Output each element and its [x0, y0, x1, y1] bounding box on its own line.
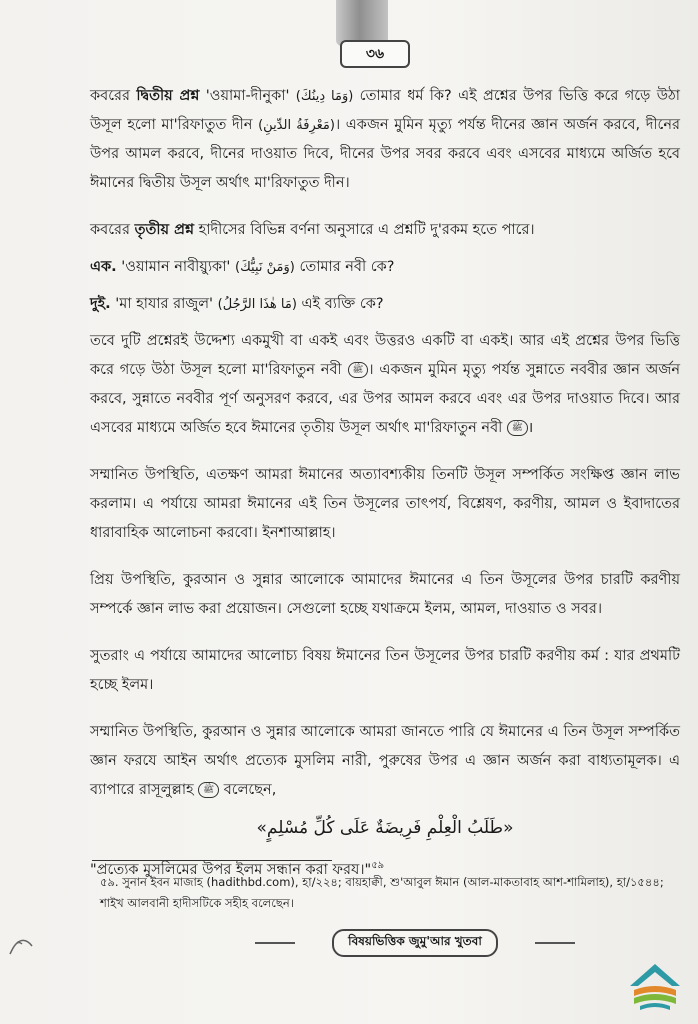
- salawat-badge-icon: ﷺ: [507, 420, 528, 436]
- text-fragment: 'মা হাযার রাজুল': [110, 296, 218, 312]
- text-fragment: ।: [527, 420, 534, 436]
- paragraph-ilm-topic: সুতরাং এ পর্যায়ে আমাদের আলোচ্য বিষয় ঈমানের তিন উসূলের উপর চারটি করণীয় কর্ম : যার প্রথমটি হচ্ছে ইলম।: [90, 648, 680, 693]
- paragraph-third-question: [90, 216, 680, 245]
- question-two: [90, 290, 680, 319]
- footnote-marker: ৫৯: [371, 860, 385, 871]
- arabic-phrase: (مَا هٰذَا الرَّجُلُ): [217, 297, 297, 312]
- text-fragment: । একজন মুমিন মৃত্যু পর্যন্ত দীনের জ্ঞান অর্জন করবে, দীনের উপর আমল করবে, দীনের দাওয়াত দিবে, দীনের উপর সবর করবে এবং এসবের মাধ্যমে অর্জিত হবে ঈমানের দ্বিতীয় উসূল অর্থাৎ মা'রিফাতুত দীন।: [90, 117, 681, 191]
- text-fragment: কবরের: [90, 88, 137, 104]
- page-number: ৩৬: [340, 40, 410, 68]
- paragraph-ilm-obligation: [90, 718, 680, 805]
- footnote-text: ৫৯. সুনান ইবন মাজাহ (hadithbd.com), হা/২২৪; বায়হাক্বী, শু'আবুল ঈমান (আল-মাকতাবাহ আশ-শামিলাহ), হা/১৫৪৪; শাইখ আলবানী হাদীসটিকে সহীহ বলেছেন।: [100, 875, 664, 910]
- salawat-badge-icon: ﷺ: [198, 782, 219, 798]
- text-fragment: বলেছেন,: [219, 782, 277, 798]
- bold-heading: তৃতীয় প্রশ্ন: [134, 222, 195, 238]
- hadith-arabic: «طَلَبُ الْعِلْمِ فَرِيضَةٌ عَلَى كُلِّ مُسْلِمٍ»: [256, 818, 514, 838]
- text-fragment: তোমার নবী কে?: [294, 259, 395, 275]
- text-fragment: 'ওয়ামান নাবীয়্যুকা': [116, 259, 235, 275]
- text-fragment: 'ওয়ামা-দীনুকা': [199, 88, 296, 104]
- text-fragment: কবরের: [90, 222, 135, 238]
- footer-title: বিষয়ভিত্তিক জুমু'আর খুতবা: [332, 929, 498, 957]
- question-one: [90, 253, 680, 282]
- footer-running-title: [255, 930, 575, 956]
- text-fragment: তবে দুটি প্রশ্নেরই উদ্দেশ্য একমুখী বা একই এবং উত্তরও একটি বা একই। আর এই প্রশ্নের উপর ভিত্তি করে গড়ে উঠা উসূল হলো মা'রিফাতুন নবী: [90, 333, 680, 378]
- salawat-badge-icon: ﷺ: [348, 362, 369, 378]
- question-number: দুই.: [90, 296, 111, 312]
- paragraph-four-duties: প্রিয় উপস্থিতি, কুরআন ও সুন্নার আলোকে আমাদের ঈমানের এ তিন উসূলের উপর চারটি করণীয় সম্পর্কে জ্ঞান লাভ করা প্রয়োজন। সেগুলো হচ্ছে যথাক্রমে ইলম, আমল, দাওয়াত ও সবর।: [90, 572, 680, 617]
- arabic-phrase: (وَمَا دِينُكَ): [295, 89, 354, 104]
- paragraph-second-question: [90, 82, 680, 198]
- text-fragment: হাদীসের বিভিন্ন বর্ণনা অনুসারে এ প্রশ্নটি দু'রকম হতে পারে।: [194, 222, 535, 238]
- translation-text: "প্রত্যেক মুসলিমের উপর ইলম সন্ধান করা ফরয।": [90, 861, 372, 878]
- arabic-phrase: (وَمَنْ نَبِيُّكَ): [235, 260, 295, 275]
- publisher-logo-icon: [620, 960, 690, 1016]
- paragraph-marifatun-nabi: [90, 327, 680, 443]
- text-fragment: এই ব্যক্তি কে?: [296, 296, 384, 312]
- bold-heading: দ্বিতীয় প্রশ্ন: [136, 88, 200, 104]
- page-body: [90, 82, 680, 903]
- text-fragment: তোমার ধর্ম কি? এই প্রশ্নের উপর ভিত্তি করে গড়ে উঠা উসূল হলো মা'রিফাতুত দীন: [90, 88, 680, 133]
- flourish-ornament-icon: [8, 928, 36, 958]
- paragraph-summary: সম্মানিত উপস্থিতি, এতক্ষণ আমরা ঈমানের অত্যাবশ্যকীয় তিনটি উসূল সম্পর্কিত সংক্ষিপ্ত জ্ঞান লাভ করলাম। এ পর্যায়ে আমরা ঈমানের এই তিন উসূলের তাৎপর্য, বিশ্লেষণ, করণীয়, আমল ও ইবাদাতের ধারাবাহিক আলোচনা করবো। ইনশাআল্লাহ।: [90, 467, 680, 541]
- text-fragment: সম্মানিত উপস্থিতি, কুরআন ও সুন্নার আলোকে আমরা জানতে পারি যে ঈমানের এ তিন উসূল সম্পর্কিত জ্ঞান ফরযে আইন অর্থাৎ প্রত্যেক মুসলিম নারী, পুরুষের উপর এ জ্ঞান অর্জন করা বাধ্যতামূলক। এ ব্যাপারে রাসূলুল্লাহ: [90, 724, 680, 798]
- question-number: এক.: [90, 259, 117, 275]
- arabic-phrase: (مَعْرِفَةُ الدِّينِ): [258, 118, 335, 133]
- text-fragment: । একজন মুমিন মৃত্যু পর্যন্ত সুন্নাতে নববীর জ্ঞান অর্জন করবে, সুন্নাতে নববীর পূর্ণ অনুসরণ করবে, এর উপর আমল করবে এবং এর উপর দাওয়াত দিবে। আর এসবের মাধ্যমে অর্জিত হবে ঈমানের তৃতীয় উসূল অর্থাৎ মা'রিফাতুন নবী: [90, 362, 680, 436]
- footnote-divider: [92, 860, 332, 861]
